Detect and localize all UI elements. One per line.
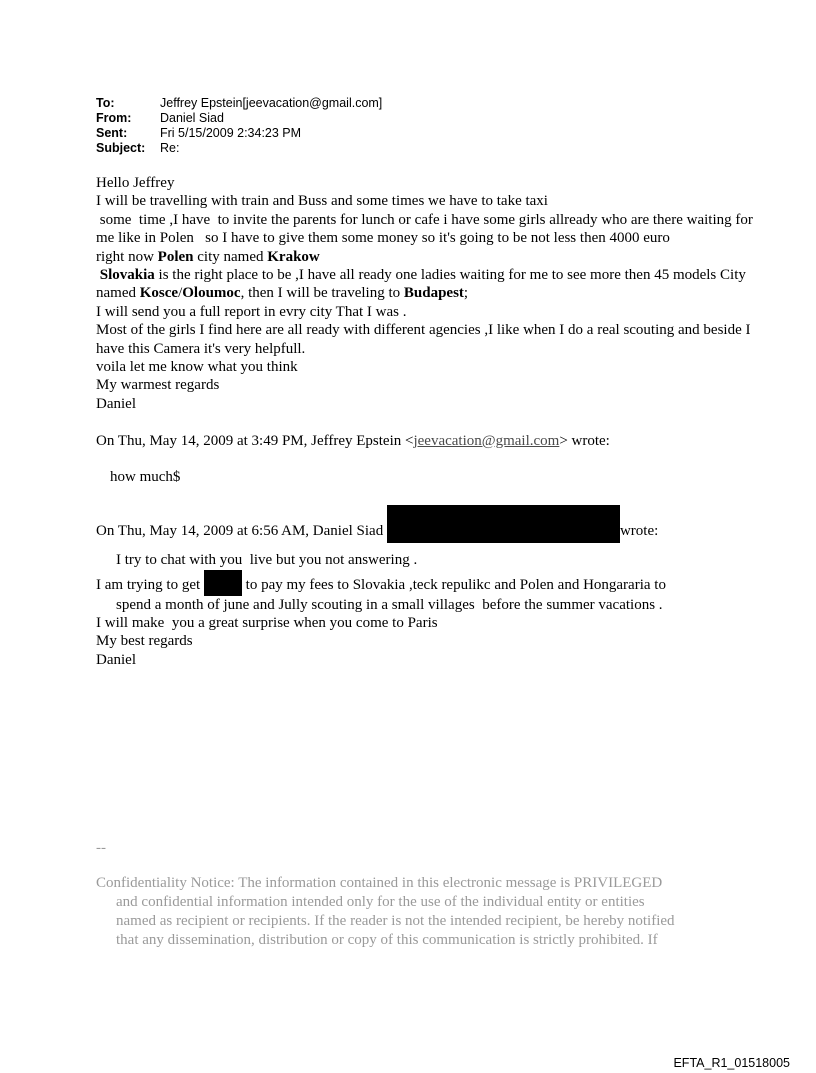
greeting: Hello Jeffrey (96, 175, 175, 191)
text-run: to pay my fees to Slovakia ,teck repulikc and Polen and Hongararia to (241, 576, 666, 593)
subject-value: Re: (160, 141, 180, 155)
sent-label: Sent: (96, 126, 128, 140)
email-header (96, 96, 382, 156)
redaction-box (387, 505, 620, 543)
notice-line: and confidential information intended only for the use of the individual entity or entities (116, 894, 645, 910)
bold-country: Slovakia (99, 267, 155, 284)
bold-city: Oloumoc (182, 285, 241, 302)
quoted-line: I will make you a great surprise when you come to Paris (96, 615, 438, 632)
subject-label: Subject: (96, 141, 146, 155)
to-label: To: (96, 96, 115, 110)
notice-line: named as recipient or recipients. If the reader is not the intended recipient, be hereby notified (116, 913, 675, 929)
spacer (96, 413, 756, 431)
bold-city: Budapest (403, 285, 464, 302)
quoted-line (96, 570, 756, 596)
text-run: On Thu, May 14, 2009 at 6:56 AM, Daniel Siad (96, 523, 387, 540)
bold-city: Kosce (139, 285, 179, 302)
closing: My warmest regards (96, 377, 220, 394)
text-run: is the right place to be ,I have all ready one ladies waiting for me to see more then 45 models City named (96, 267, 750, 302)
body-line: voila let me know what you think (96, 359, 298, 376)
spacer (96, 543, 756, 551)
quoted-line: My best regards (96, 633, 193, 650)
text-run: ; (463, 285, 469, 302)
body-line: I will send you a full report in evry city That I was . (96, 303, 407, 320)
signature-name: Daniel (96, 395, 136, 412)
redaction-box (204, 570, 242, 596)
notice-line: Confidentiality Notice: The information contained in this electronic message is PRIVILEGED (96, 875, 663, 891)
quoted-line: how much$ (110, 469, 181, 486)
text-run: right now (96, 248, 158, 265)
body-line: Most of the girls I find here are all ready with different agencies ,I like when I do a real scouting and beside I have this Camera it's very helpfull. (96, 322, 755, 357)
text-run: city named (193, 248, 268, 265)
quoted-line: I try to chat with you live but you not answering . (116, 552, 418, 569)
to-row (96, 96, 382, 111)
spacer (96, 487, 756, 505)
from-value: Daniel Siad (160, 111, 224, 125)
quote-header (96, 505, 756, 543)
signature-separator: -- (96, 840, 106, 856)
bold-city: Krakow (267, 248, 320, 265)
document-id: EFTA_R1_01518005 (673, 1056, 790, 1070)
spacer (96, 450, 756, 468)
sent-value: Fri 5/15/2009 2:34:23 PM (160, 126, 302, 140)
from-row (96, 111, 382, 126)
body-line (96, 248, 756, 266)
email-link[interactable]: jeevacation@gmail.com (413, 432, 560, 449)
quoted-line: spend a month of june and Jully scouting in a small villages before the summer vacations . (116, 596, 663, 613)
confidentiality-notice (96, 874, 736, 950)
text-run: wrote: (619, 523, 659, 540)
quoted-line: Daniel (96, 651, 136, 668)
sent-row (96, 126, 382, 141)
email-body (96, 174, 756, 669)
text-run: / (178, 285, 183, 302)
subject-row (96, 141, 382, 156)
to-value: Jeffrey Epstein[jeevacation@gmail.com] (160, 96, 383, 110)
body-line: some time ,I have to invite the parents for lunch or cafe i have some girls allready who are there waiting for me like in Polen so I have to give them some money so it's going to be not less then 4000 euro (96, 211, 757, 247)
text-run: > wrote: (559, 432, 610, 449)
from-label: From: (96, 111, 132, 125)
quote-header (96, 432, 756, 450)
notice-line: that any dissemination, distribution or copy of this communication is strictly prohibited. If (116, 932, 658, 948)
body-line: I will be travelling with train and Buss and some times we have to take taxi (96, 193, 548, 210)
body-line (96, 266, 756, 303)
text-run: I am trying to get (96, 576, 204, 593)
bold-city: Polen (157, 248, 194, 265)
text-run: On Thu, May 14, 2009 at 3:49 PM, Jeffrey Epstein < (96, 432, 414, 449)
text-run: , then I will be traveling to (240, 285, 404, 302)
